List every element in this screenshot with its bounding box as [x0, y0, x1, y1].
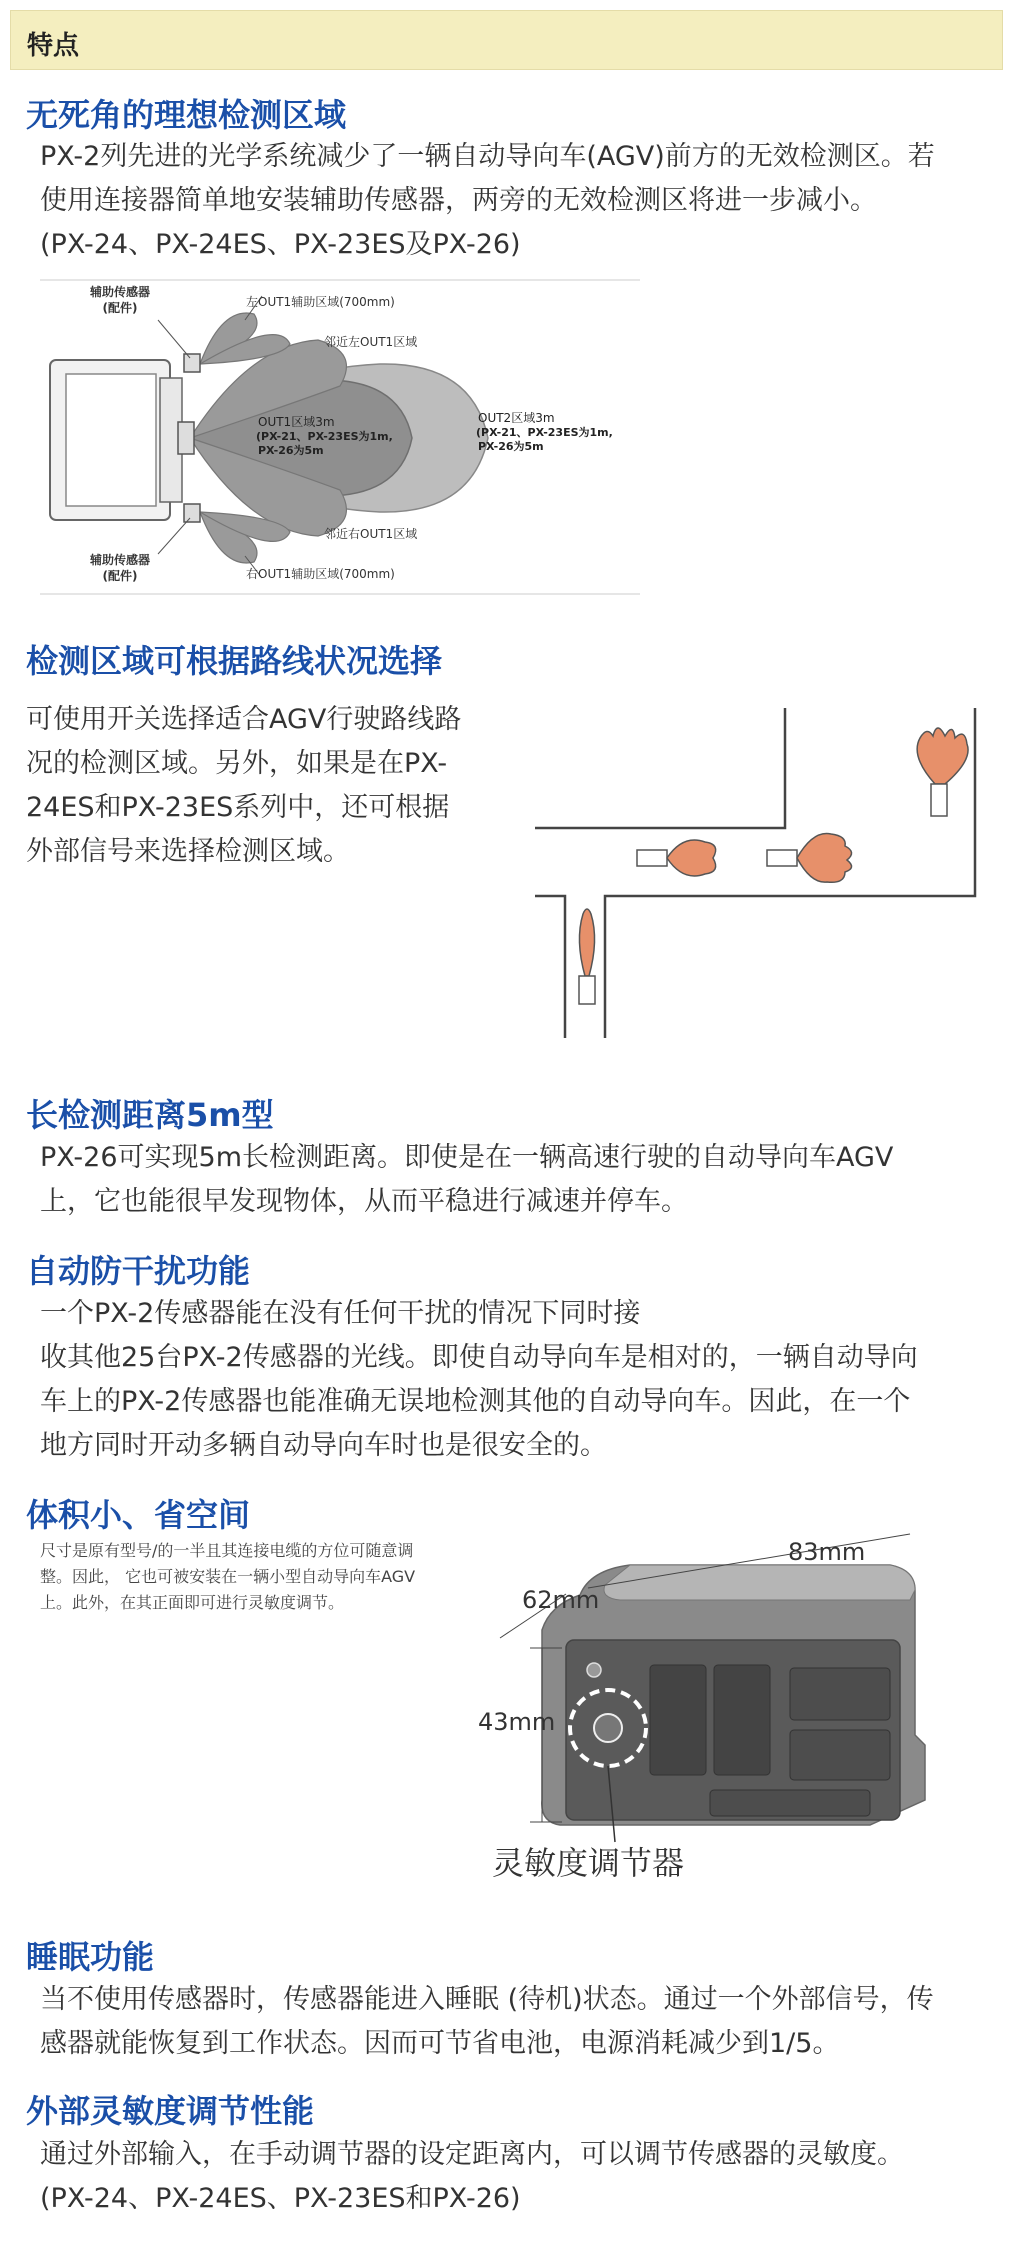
sensor-area-fan-shape [767, 834, 852, 883]
out1-area-label-1: OUT1区域3m [258, 415, 335, 429]
aux-sensor-top-label: 辅助传感器 [89, 285, 151, 299]
section-body-anti-interference [40, 1292, 918, 1468]
out2-area-label-2: (PX-21、PX-23ES为1m, [476, 426, 613, 439]
left-out1-aux-label: 左OUT1辅助区域(700mm) [246, 295, 395, 309]
body-line: 使用连接器简单地安装辅助传感器，两旁的无效检测区将进一步减小。 [40, 185, 877, 216]
out2-area-label-3: PX-26为5m [478, 440, 544, 453]
right-out1-aux-label: 右OUT1辅助区域(700mm) [246, 567, 395, 581]
out2-area-label-1: OUT2区域3m [478, 411, 555, 425]
body-line: 上，它也能很早发现物体，从而平稳进行减速并停车。 [40, 1186, 688, 1217]
body-line: (PX-24、PX-24ES、PX-23ES和PX-26) [40, 2183, 521, 2214]
route-selection-diagram [535, 708, 985, 1043]
section-body-no-dead-zone [40, 135, 935, 267]
near-left-out1-label: 邻近左OUT1区域 [324, 335, 418, 349]
section-body-sleep [40, 1978, 934, 2066]
section-body-area-selection [26, 698, 461, 874]
aux-sensor-bottom-label: 辅助传感器 [89, 553, 151, 567]
body-line: 24ES和PX-23ES系列中，还可根据 [26, 792, 450, 823]
dim-depth-label: 62mm [522, 1586, 600, 1614]
body-line: PX-26可实现5m长检测距离。即使是在一辆高速行驶的自动导向车AGV [40, 1142, 894, 1173]
body-line: 整。因此， 它也可被安装在一辆小型自动导向车AGV [40, 1567, 416, 1586]
sensor-area-narrow-shape [579, 909, 595, 1004]
section-title-external-sensitivity: 外部灵敏度调节性能 [26, 2092, 315, 2130]
body-line: 当不使用传感器时，传感器能进入睡眠 (待机)状态。通过一个外部信号，传 [40, 1984, 934, 2015]
body-line: 收其他25台PX-2传感器的光线。即使自动导向车是相对的，一辆自动导向 [40, 1342, 918, 1373]
sensitivity-adjuster-caption: 灵敏度调节器 [492, 1844, 685, 1882]
aux-sensor-top-note: (配件) [102, 301, 138, 315]
section-title-compact: 体积小、省空间 [26, 1496, 251, 1534]
body-line: 上。此外，在其正面即可进行灵敏度调节。 [40, 1593, 345, 1612]
main-sensor-shape [178, 422, 194, 454]
out1-area-label-2: (PX-21、PX-23ES为1m, [256, 430, 393, 443]
body-line: 可使用开关选择适合AGV行驶路线路 [26, 704, 462, 735]
section-body-long-range [40, 1136, 893, 1224]
header-title: 特点 [27, 31, 80, 61]
section-title-long-range: 长检测距离5m型 [26, 1096, 274, 1134]
out1-area-label-3: PX-26为5m [258, 444, 324, 457]
section-title-no-dead-zone: 无死角的理想检测区域 [26, 96, 347, 134]
body-line: 地方同时开动多辆自动导向车时也是很安全的。 [40, 1430, 607, 1461]
section-body-external-sensitivity [40, 2133, 904, 2221]
near-right-out1-label: 邻近右OUT1区域 [324, 527, 418, 541]
sensor-area-wide-shape [917, 728, 968, 816]
sensor-area-medium-shape [637, 840, 716, 876]
section-title-anti-interference: 自动防干扰功能 [26, 1252, 251, 1290]
section-title-area-selection: 检测区域可根据路线状况选择 [26, 642, 443, 680]
detection-area-diagram [40, 278, 640, 598]
body-line: 感器就能恢复到工作状态。因而可节省电池，电源消耗减少到1/5。 [40, 2028, 840, 2059]
features-header [10, 10, 1003, 70]
section-body-compact [40, 1538, 415, 1616]
body-line: 尺寸是原有型号/的一半且其连接电缆的方位可随意调 [40, 1541, 414, 1560]
dim-width-label: 83mm [788, 1538, 866, 1566]
sensor-dimension-figure [470, 1530, 970, 1890]
body-line: 通过外部输入，在手动调节器的设定距离内，可以调节传感器的灵敏度。 [40, 2139, 904, 2170]
aux-sensor-bottom-note: (配件) [102, 569, 138, 583]
section-title-sleep: 睡眠功能 [26, 1938, 155, 1976]
body-line: 车上的PX-2传感器也能准确无误地检测其他的自动导向车。因此，在一个 [40, 1386, 911, 1417]
body-line: 外部信号来选择检测区域。 [26, 836, 350, 867]
body-line: 况的检测区域。另外，如果是在PX- [26, 748, 448, 779]
dim-height-label: 43mm [478, 1708, 556, 1736]
body-line: 一个PX-2传感器能在没有任何干扰的情况下同时接 [40, 1298, 641, 1329]
body-line: (PX-24、PX-24ES、PX-23ES及PX-26) [40, 229, 521, 260]
body-line: PX-2列先进的光学系统减少了一辆自动导向车(AGV)前方的无效检测区。若 [40, 141, 935, 172]
